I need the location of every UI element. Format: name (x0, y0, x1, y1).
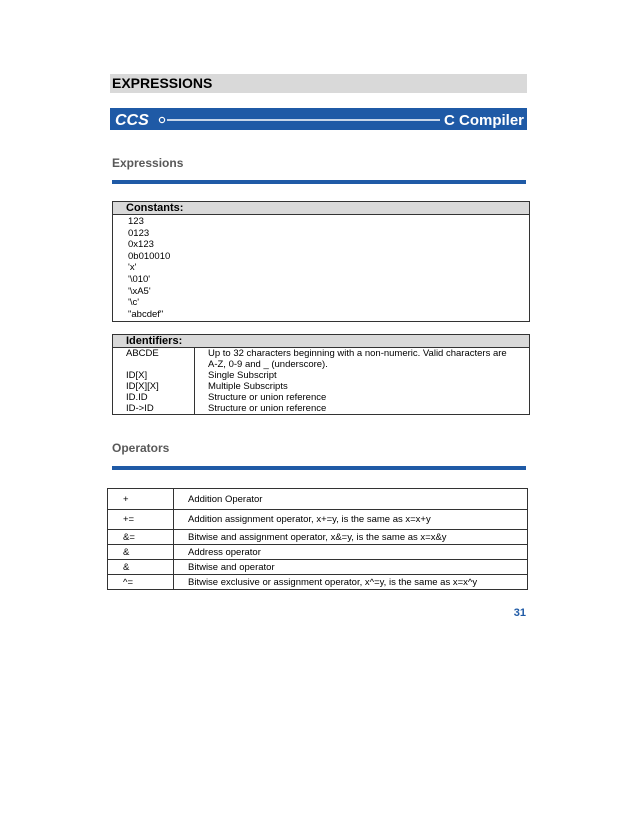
identifiers-box (112, 334, 530, 415)
identifier-name: ID[X] (113, 370, 195, 381)
table-row (113, 403, 529, 414)
identifier-name: ID.ID (113, 392, 195, 403)
table-row (108, 560, 528, 575)
constant-item: 123 (128, 216, 144, 227)
identifier-desc: Multiple Subscripts (208, 381, 288, 392)
identifiers-header: Identifiers: (113, 335, 529, 348)
operator-symbol: & (108, 560, 174, 575)
identifier-desc: Single Subscript (208, 370, 277, 381)
constant-item: 0123 (128, 227, 150, 239)
operator-symbol: &= (108, 530, 174, 545)
ccs-logo (112, 111, 165, 129)
product-name: C Compiler (444, 112, 525, 129)
operator-desc: Bitwise exclusive or assignment operator, x^=y, is the same as x=x^y (174, 575, 528, 590)
operator-desc: Address operator (174, 545, 528, 560)
constants-header: Constants: (113, 202, 529, 215)
constant-item: '\010' (128, 273, 151, 285)
constant-item: '\c' (128, 297, 140, 309)
table-row (113, 370, 529, 381)
operators-table (107, 488, 528, 590)
table-row (113, 381, 529, 392)
logo-text: CCS (115, 112, 149, 129)
identifiers-table (113, 348, 529, 414)
operator-symbol: + (108, 489, 174, 510)
operator-symbol: & (108, 545, 174, 560)
identifier-name: ID[X][X] (113, 381, 195, 392)
table-row (108, 545, 528, 560)
constant-item: 0b010010 (128, 250, 171, 262)
operator-desc: Addition assignment operator, x+=y, is the same as x=x+y (174, 510, 528, 530)
constants-box (112, 201, 530, 322)
operators-rule (112, 466, 526, 470)
operator-symbol: += (108, 510, 174, 530)
constants-list (113, 215, 529, 321)
constant-item: 0x123 (128, 239, 154, 251)
page-number: 31 (513, 607, 526, 619)
table-row (108, 489, 528, 510)
identifier-desc: Structure or union reference (208, 403, 327, 414)
operator-desc: Bitwise and assignment operator, x&=y, is the same as x=x&y (174, 530, 528, 545)
ccs-banner (110, 108, 527, 130)
identifier-name: ABCDE (113, 348, 195, 370)
operators-heading: Operators (112, 441, 170, 455)
table-row (108, 530, 528, 545)
table-row (108, 575, 528, 590)
table-row (113, 392, 529, 403)
operator-symbol: ^= (108, 575, 174, 590)
table-row (108, 510, 528, 530)
constant-item: "abcdef" (128, 308, 164, 320)
identifier-desc: Structure or union reference (208, 392, 327, 403)
constant-item: '\xA5' (128, 285, 151, 297)
table-row (113, 348, 529, 370)
identifier-desc: Up to 32 characters beginning with a non-numeric. Valid characters are A-Z, 0-9 and _ (underscore). (208, 348, 507, 370)
operator-desc: Bitwise and operator (174, 560, 528, 575)
expressions-heading: Expressions (112, 156, 184, 170)
expressions-rule (112, 180, 526, 184)
constant-item: 'x' (128, 262, 137, 274)
identifier-name: ID->ID (113, 403, 195, 414)
page-title: EXPRESSIONS (110, 74, 527, 93)
operator-desc: Addition Operator (174, 489, 528, 510)
